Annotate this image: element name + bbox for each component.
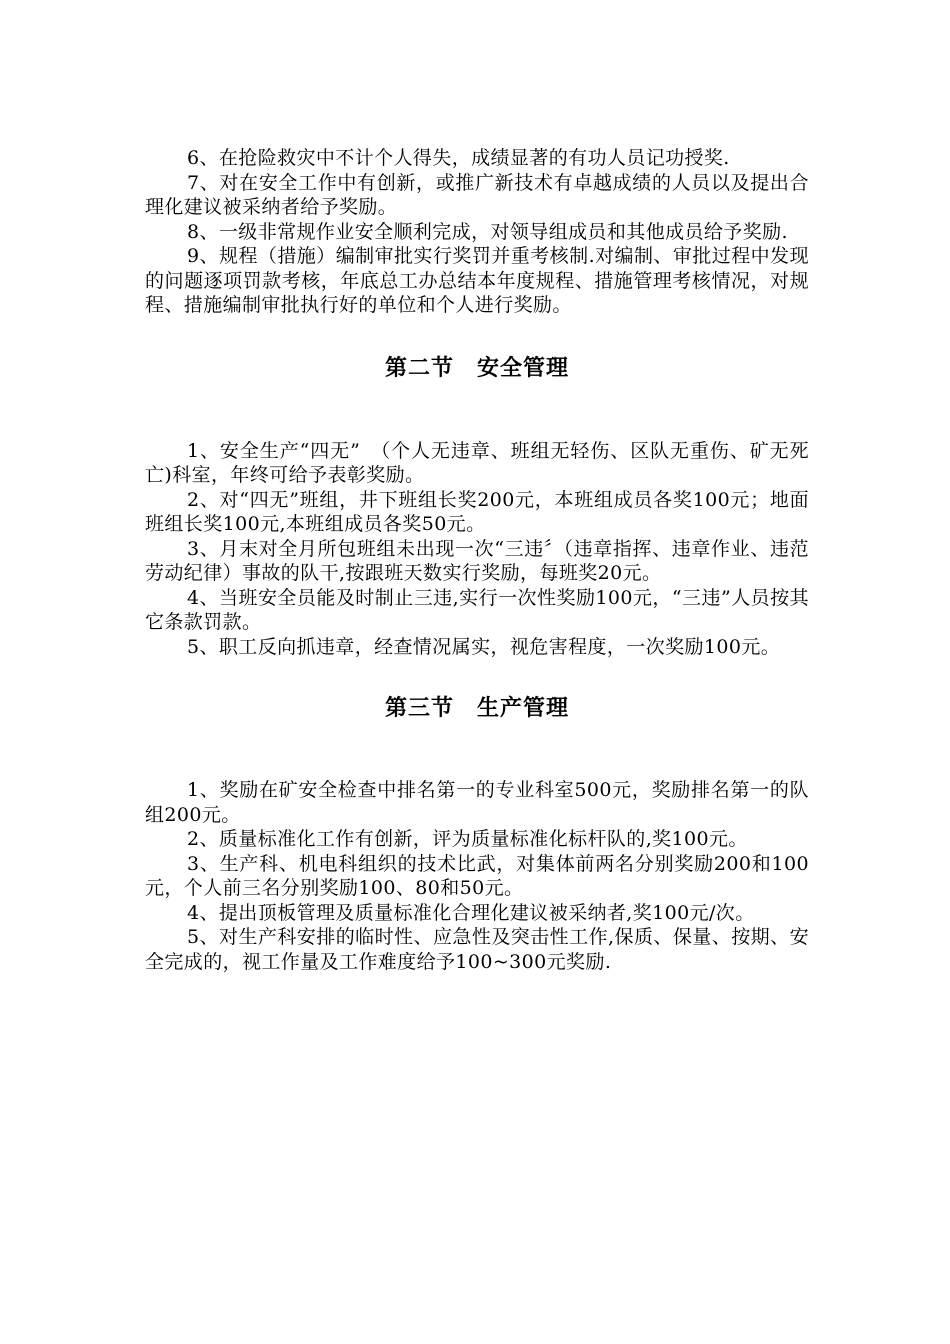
paragraph: 4、提出顶板管理及质量标准化合理化建议被采纳者,奖100元/次。 <box>187 901 755 924</box>
paragraph: 5、职工反向抓违章，经查情况属实，视危害程度，一次奖励100元。 <box>187 635 781 658</box>
paragraph: 2、质量标准化工作有创新，评为质量标准化标杆队的,奖100元。 <box>187 828 748 850</box>
document-body <box>145 146 809 974</box>
paragraph: 5、对生产科安排的临时性、应急性及突击性工作,保质、保量、按期、安全完成的，视工作量及工作难度给予100~300元奖励. <box>145 926 809 973</box>
paragraph: 4、当班安全员能及时制止三违,实行一次性奖励100元，“三违”人员按其它条款罚款。 <box>145 586 809 633</box>
paragraph: 9、规程（措施）编制审批实行奖罚并重考核制.对编制、审批过程中发现的问题逐项罚款考核，年底总工办总结本年度规程、措施管理考核情况，对规程、措施编制审批执行好的单位和个人进行奖励。 <box>145 245 809 316</box>
paragraph: 1、奖励在矿安全检查中排名第一的专业科室500元，奖励排名第一的队组200元。 <box>145 779 809 826</box>
section-heading-production: 第三节 生产管理 <box>384 696 569 721</box>
paragraph: 3、月末对全月所包班组未出现一次“三违〞（违章指挥、违章作业、违范劳动纪律）事故的队干,按跟班天数实行奖励，每班奖20元。 <box>145 537 809 584</box>
section-heading-safety: 第二节 安全管理 <box>384 355 569 381</box>
section-production-management <box>145 778 809 974</box>
paragraph: 6、在抢险救灾中不计个人得失，成绩显著的有功人员记功授奖. <box>187 147 730 169</box>
section-safety-management <box>145 439 809 660</box>
paragraph: 8、一级非常规作业安全顺利完成，对领导组成员和其他成员给予奖励. <box>187 220 788 243</box>
section-rewards-continued <box>145 146 809 318</box>
paragraph: 3、生产科、机电科组织的技术比武，对集体前两名分别奖励200和100元，个人前三名分别奖励100、80和50元。 <box>145 852 809 899</box>
paragraph: 1、安全生产“四无” （个人无违章、班组无轻伤、区队无重伤、矿无死亡)科室，年终可给予表彰奖励。 <box>145 439 809 486</box>
paragraph: 7、对在安全工作中有创新，或推广新技术有卓越成绩的人员以及提出合理化建议被采纳者给予奖励。 <box>145 171 809 218</box>
paragraph: 2、对“四无”班组，井下班组长奖200元，本班组成员各奖100元；地面班组长奖100元,本班组成员各奖50元。 <box>145 488 809 535</box>
